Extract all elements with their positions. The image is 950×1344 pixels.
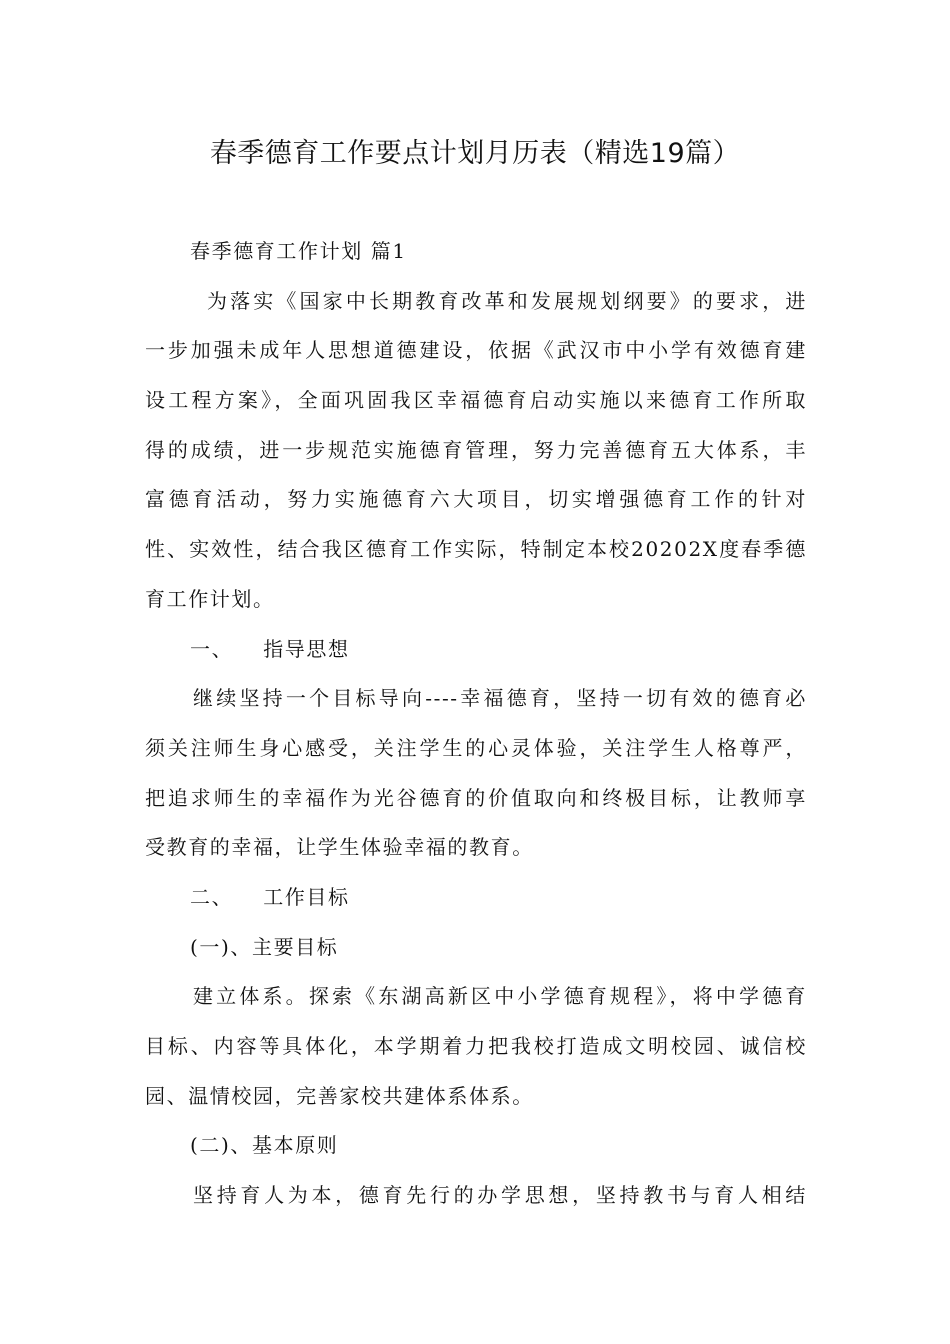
subheading-main-goals: (一)、主要目标: [190, 934, 339, 959]
paragraph-line: 设工程方案》，全面巩固我区幸福德育启动实施以来德育工作所取: [145, 388, 807, 413]
paragraph-line: 园、温情校园，完善家校共建体系体系。: [145, 1083, 534, 1108]
paragraph-line: 为落实《国家中长期教育改革和发展规划纲要》的要求，进: [207, 288, 807, 313]
paragraph-line: 目标、内容等具体化，本学期着力把我校打造成文明校园、诚信校: [145, 1034, 807, 1058]
paragraph-line: 把追求师生的幸福作为光谷德育的价值取向和终极目标，让教师享: [145, 785, 807, 810]
heading-text: 指导思想: [263, 636, 350, 661]
document-body: [145, 227, 807, 1221]
paragraph-line: 育工作计划。: [145, 586, 275, 611]
heading-work-goals: [145, 873, 807, 923]
paragraph-line: 受教育的幸福，让学生体验幸福的教育。: [145, 835, 534, 860]
heading-guiding-thought: [145, 625, 807, 675]
paragraph-line: 坚持育人为本，德育先行的办学思想，坚持教书与育人相结: [193, 1183, 807, 1208]
paragraph-line: 继续坚持一个目标导向----幸福德育，坚持一切有效的德育必: [193, 686, 807, 711]
heading-number: 一、: [190, 636, 234, 661]
paragraph-line: 得的成绩，进一步规范实施德育管理，努力完善德育五大体系，丰: [145, 437, 807, 462]
paragraph-line: 一步加强未成年人思想道德建设，依据《武汉市中小学有效德育建: [145, 338, 807, 363]
paragraph-line: 须关注师生身心感受，关注学生的心灵体验，关注学生人格尊严，: [145, 735, 807, 760]
heading-number: 二、: [190, 884, 234, 909]
document-title: 春季德育工作要点计划月历表（精选19篇）: [209, 138, 741, 169]
paragraph-line: 性、实效性，结合我区德育工作实际，特制定本校20202X度春季德: [145, 537, 807, 562]
heading-text: 工作目标: [263, 884, 350, 909]
paragraph-line: 建立体系。探索《东湖高新区中小学德育规程》，将中学德育: [193, 984, 807, 1009]
paragraph-line: 富德育活动，努力实施德育六大项目，切实增强德育工作的针对: [145, 487, 807, 512]
section-heading: 春季德育工作计划 篇1: [190, 239, 407, 263]
subheading-basic-principles: (二)、基本原则: [190, 1133, 339, 1158]
